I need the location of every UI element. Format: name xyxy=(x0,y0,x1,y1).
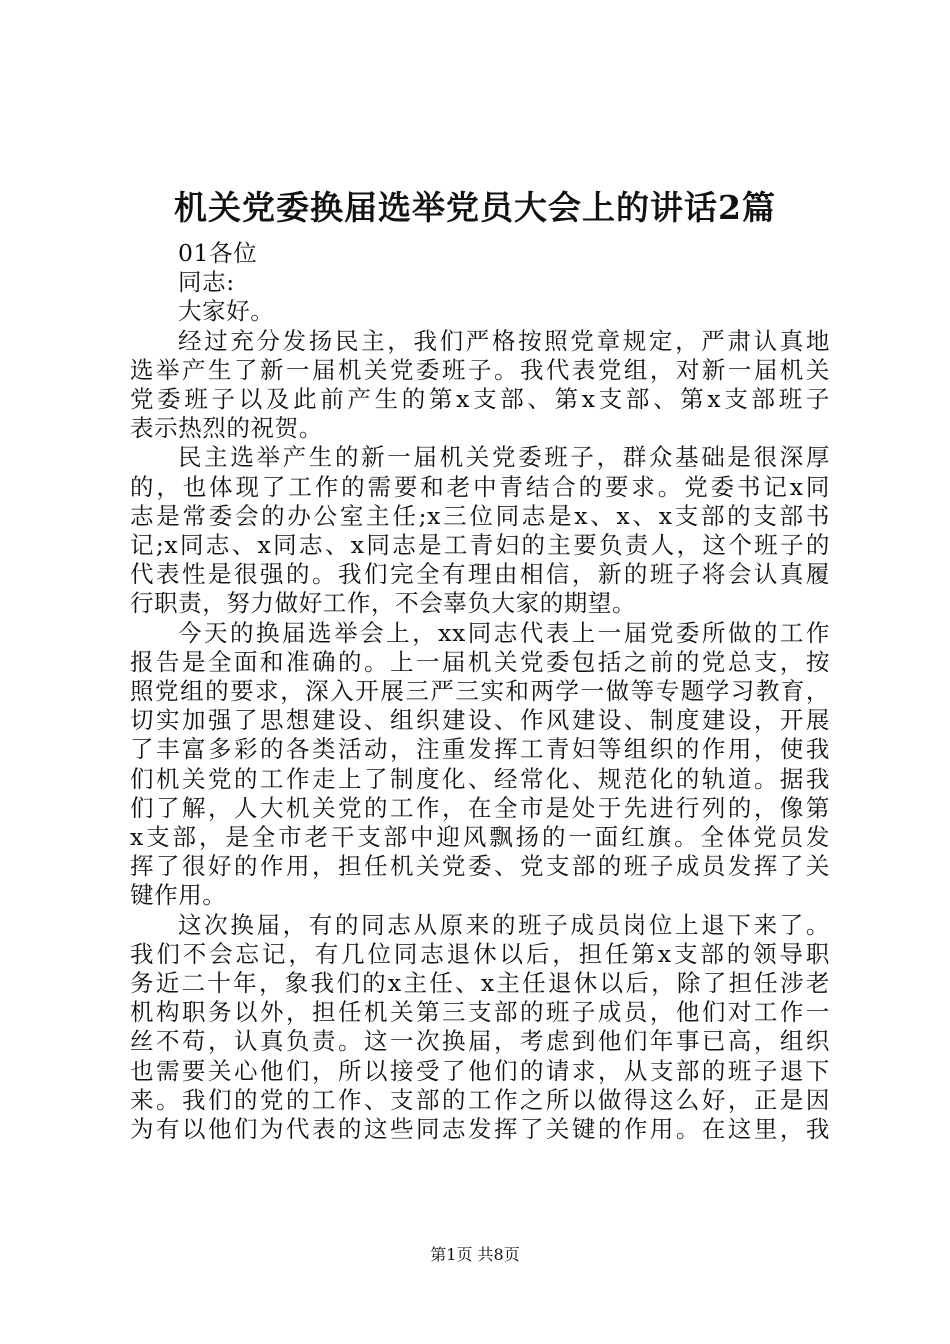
text-line: 经过充分发扬民主，我们严格按照党章规定，严肃认真地 xyxy=(178,326,830,355)
text-line: 党委班子以及此前产生的第x支部、第x支部、第x支部班子 xyxy=(130,385,830,414)
text-line: 同志: xyxy=(178,268,235,297)
text-line: 切实加强了思想建设、组织建设、作风建设、制度建设，开展 xyxy=(130,706,830,735)
text-line: 来。我们的党的工作、支部的工作之所以做得这么好，正是因 xyxy=(130,1085,830,1114)
text-line: 记;x同志、x同志、x同志是工青妇的主要负责人，这个班子的 xyxy=(130,531,830,560)
text-line: 我们不会忘记，有几位同志退休以后，担任第x支部的领导职 xyxy=(130,939,830,968)
text-line: 志是常委会的办公室主任;x三位同志是x、x、x支部的支部书 xyxy=(130,501,830,530)
text-line: 为有以他们为代表的这些同志发挥了关键的作用。在这里，我 xyxy=(130,1115,830,1144)
text-line: 照党组的要求，深入开展三严三实和两学一做等专题学习教育， xyxy=(130,677,830,706)
document-title: 机关党委换届选举党员大会上的讲话2篇 xyxy=(174,188,776,227)
text-line: 大家好。 xyxy=(178,297,275,326)
text-line: 键作用。 xyxy=(130,881,227,910)
text-line: 01各位 xyxy=(178,239,258,267)
text-line: 民主选举产生的新一届机关党委班子，群众基础是很深厚 xyxy=(178,443,830,472)
text-line: 这次换届，有的同志从原来的班子成员岗位上退下来了。 xyxy=(178,910,830,939)
page-footer: 第1页 共8页 xyxy=(430,1245,520,1264)
text-line: 的，也体现了工作的需要和老中青结合的要求。党委书记x同 xyxy=(130,472,830,501)
text-line: x支部，是全市老干支部中迎风飘扬的一面红旗。全体党员发 xyxy=(130,823,830,852)
text-line: 挥了很好的作用，担任机关党委、党支部的班子成员发挥了关 xyxy=(130,852,830,881)
text-line: 表示热烈的祝贺。 xyxy=(130,414,323,443)
text-line: 机构职务以外，担任机关第三支部的班子成员，他们对工作一 xyxy=(130,998,830,1027)
text-line: 报告是全面和准确的。上一届机关党委包括之前的党总支，按 xyxy=(130,647,830,676)
text-line: 也需要关心他们，所以接受了他们的请求，从支部的班子退下 xyxy=(130,1056,830,1085)
text-line: 丝不苟，认真负责。这一次换届，考虑到他们年事已高，组织 xyxy=(130,1027,830,1056)
text-line: 务近二十年，象我们的x主任、x主任退休以后，除了担任涉老 xyxy=(130,969,830,998)
text-line: 今天的换届选举会上，xx同志代表上一届党委所做的工作 xyxy=(178,618,830,647)
document-body xyxy=(130,239,830,1144)
text-line: 了丰富多彩的各类活动，注重发挥工青妇等组织的作用，使我 xyxy=(130,735,830,764)
text-line: 代表性是很强的。我们完全有理由相信，新的班子将会认真履 xyxy=(130,560,830,589)
text-line: 们了解，人大机关党的工作，在全市是处于先进行列的，像第 xyxy=(130,793,830,822)
text-line: 行职责，努力做好工作，不会辜负大家的期望。 xyxy=(130,589,637,618)
text-line: 们机关党的工作走上了制度化、经常化、规范化的轨道。据我 xyxy=(130,764,830,793)
text-line: 选举产生了新一届机关党委班子。我代表党组，对新一届机关 xyxy=(130,355,830,384)
